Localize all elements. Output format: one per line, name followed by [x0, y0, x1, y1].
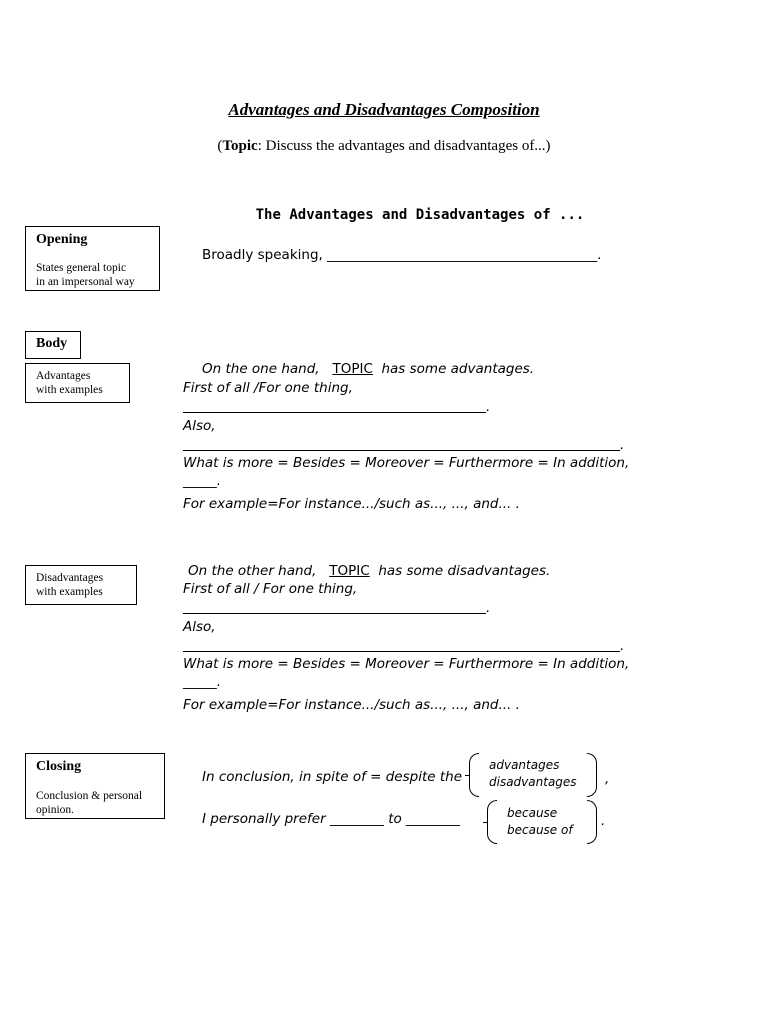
- brace2-because: because: [507, 806, 558, 820]
- disadvantages-first: First of all / For one thing,: [183, 581, 358, 597]
- advantages-intro-before: On the one hand,: [202, 361, 320, 377]
- advantages-box: [25, 363, 130, 403]
- disadvantages-label-line1: Disadvantages: [36, 572, 104, 584]
- disadvantages-label-line2: with examples: [36, 586, 103, 598]
- disadvantages-intro: [188, 563, 550, 579]
- disadvantages-topic: TOPIC: [329, 563, 370, 579]
- advantages-intro-after: has some advantages.: [381, 361, 535, 377]
- brace2-period: .: [601, 813, 606, 829]
- closing-desc-line2: opinion.: [36, 804, 75, 816]
- opening-desc-line2: in an impersonal way: [36, 276, 135, 288]
- disadvantages-more-blank: _____.: [183, 674, 222, 690]
- brace1-advantages: advantages: [489, 758, 560, 772]
- advantages-also: Also,: [183, 418, 216, 434]
- disadvantages-box: [25, 565, 137, 605]
- right-brace-1: [587, 753, 597, 797]
- opening-sentence: Broadly speaking, ________________________________________.: [202, 247, 602, 263]
- brace1-comma: ,: [605, 771, 610, 787]
- left-brace-2-tip: [483, 822, 488, 823]
- advantages-intro: [202, 361, 534, 377]
- disadvantages-also: Also,: [183, 619, 216, 635]
- body-box: [25, 331, 81, 359]
- topic-instruction: [0, 138, 768, 155]
- left-brace-1-tip: [465, 775, 470, 776]
- brace1-disadvantages: disadvantages: [489, 775, 577, 789]
- composition-heading: The Advantages and Disadvantages of ...: [255, 207, 585, 223]
- advantages-more-blank: _____.: [183, 473, 222, 489]
- topic-text: : Discuss the advantages and disadvantages of...): [257, 138, 551, 154]
- closing-box: [25, 753, 165, 819]
- brace2-because-of: because of: [507, 823, 573, 837]
- right-brace-2: [587, 800, 597, 844]
- disadvantages-first-blank: [183, 613, 486, 614]
- opening-desc-line1: States general topic: [36, 262, 127, 274]
- disadvantages-more: What is more = Besides = Moreover = Furthermore = In addition,: [183, 656, 630, 672]
- page-title: Advantages and Disadvantages Composition: [228, 100, 540, 119]
- closing-conclusion: In conclusion, in spite of = despite the: [202, 769, 463, 785]
- advantages-example: For example=For instance.../such as..., ..., and... .: [183, 496, 520, 512]
- disadvantages-intro-before: On the other hand,: [188, 563, 317, 579]
- advantages-first-period: .: [486, 399, 491, 415]
- closing-title: Closing: [36, 759, 82, 774]
- advantages-first: First of all /For one thing,: [183, 380, 353, 396]
- disadvantages-example: For example=For instance.../such as..., ..., and... .: [183, 697, 520, 713]
- body-title: Body: [36, 336, 68, 351]
- disadvantages-also-blank: [183, 651, 620, 652]
- advantages-label-line1: Advantages: [36, 370, 91, 382]
- advantages-more: What is more = Besides = Moreover = Furthermore = In addition,: [183, 455, 630, 471]
- opening-box: [25, 226, 160, 291]
- advantages-also-period: .: [620, 437, 625, 453]
- opening-title: Opening: [36, 232, 88, 247]
- disadvantages-intro-after: has some disadvantages.: [378, 563, 551, 579]
- disadvantages-also-period: .: [620, 638, 625, 654]
- left-brace-1: [469, 753, 479, 797]
- closing-desc-line1: Conclusion & personal: [36, 790, 143, 802]
- disadvantages-first-period: .: [486, 600, 491, 616]
- topic-label: Topic: [222, 138, 258, 154]
- left-brace-2: [487, 800, 497, 844]
- advantages-label-line2: with examples: [36, 384, 103, 396]
- advantages-topic: TOPIC: [332, 361, 373, 377]
- closing-prefer: I personally prefer ________ to ________: [202, 811, 461, 827]
- topic-open-paren: (: [217, 138, 223, 154]
- advantages-also-blank: [183, 450, 620, 451]
- advantages-first-blank: [183, 412, 486, 413]
